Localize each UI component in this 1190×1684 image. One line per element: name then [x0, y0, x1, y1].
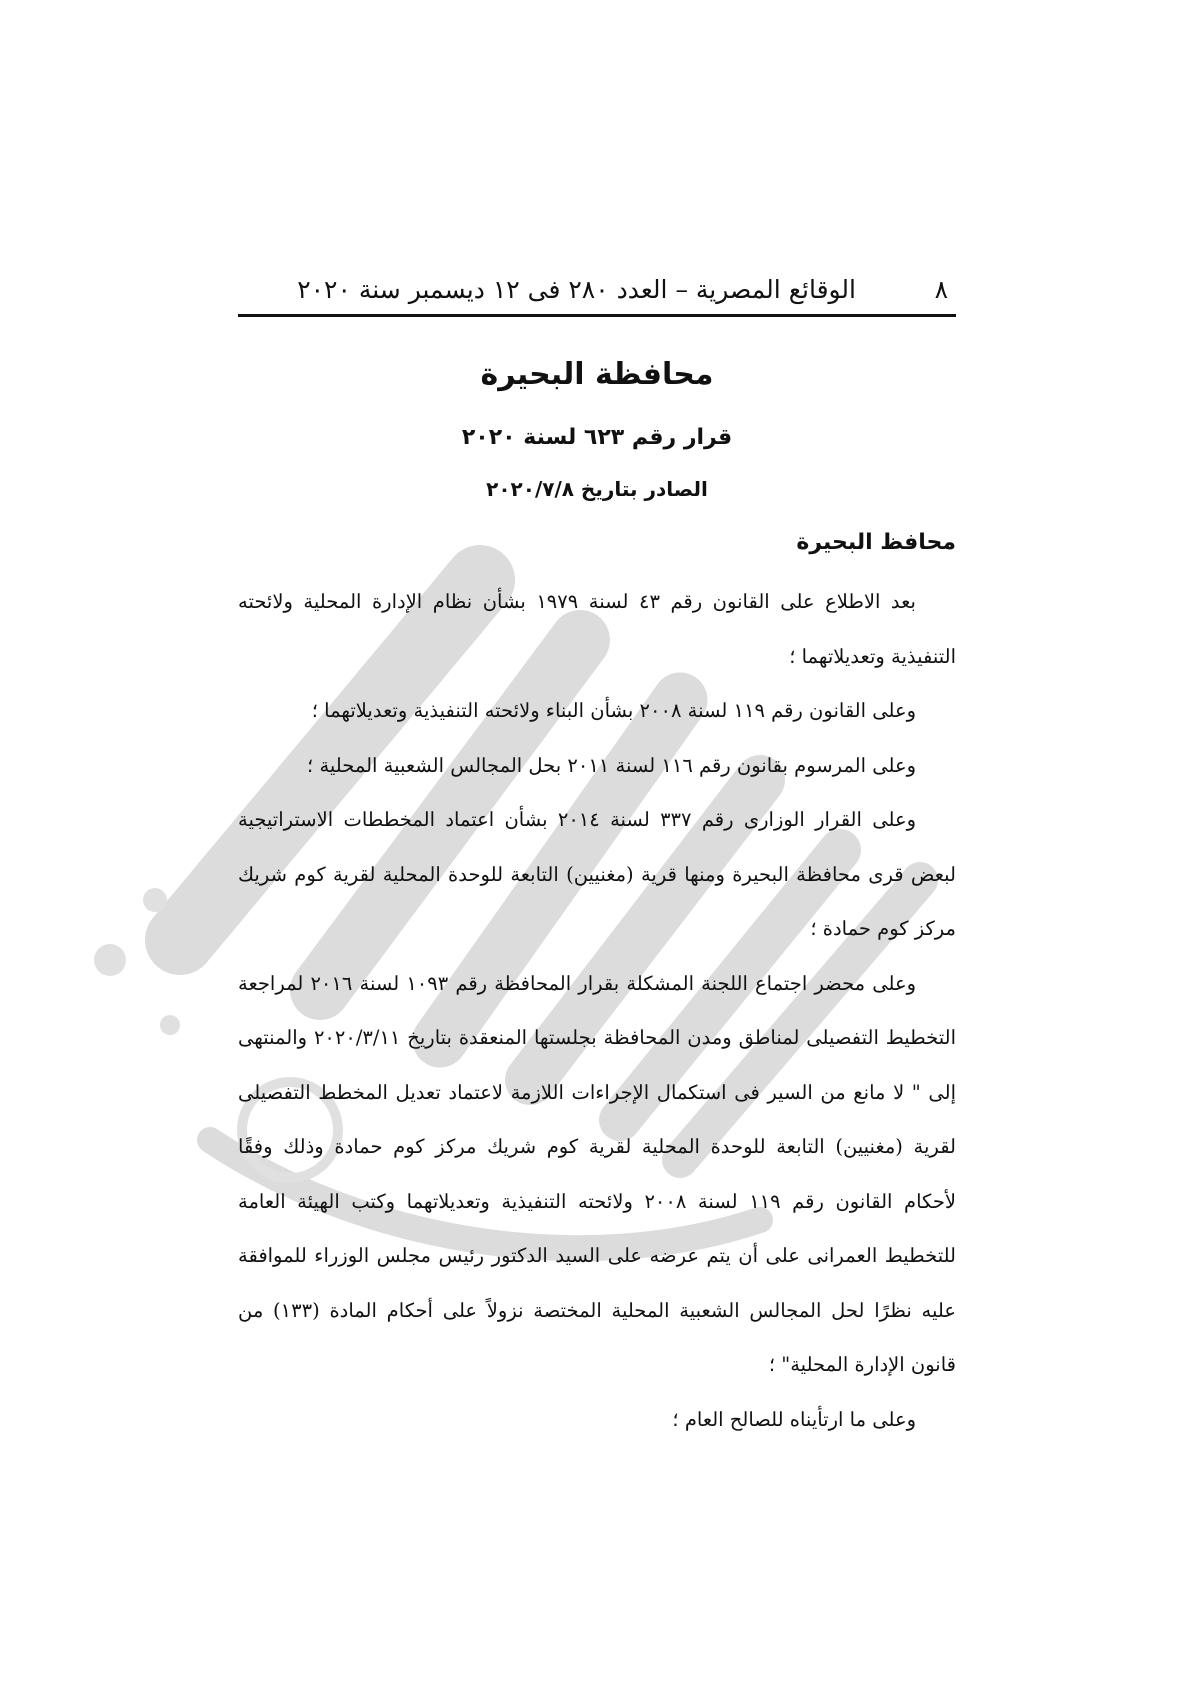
- governorate-title: محافظة البحيرة: [480, 357, 714, 392]
- preamble-paragraph: وعلى محضر اجتماع اللجنة المشكلة بقرار المحافظة رقم ١٠٩٣ لسنة ٢٠١٦ لمراجعة التخطيط التفصيلى لمناطق ومدن المحافظة بجلستها المنعقدة بتاريخ ٢٠٢٠/٣/١١ والمنتهى إلى " لا مانع من السير فى استكمال الإجراءات اللازمة لاعتماد تعديل المخطط التفصيلى لقرية (مغنيين) التابعة للوحدة المحلية لقرية كوم شريك مركز كوم حمادة وذلك وفقًا لأحكام القانون رقم ١١٩ لسنة ٢٠٠٨ ولائحته التنفيذية وتعديلاتهما وكتب الهيئة العامة للتخطيط العمرانى على أن يتم عرضه على السيد الدكتور رئيس مجلس الوزراء للموافقة عليه نظرًا لحل المجالس الشعبية المحلية المختصة نزولاً على أحكام المادة (١٣٣) من قانون الإدارة المحلية" ؛: [238, 971, 956, 1376]
- running-header: [238, 270, 956, 317]
- preamble-paragraph: وعلى القرار الوزارى رقم ٣٣٧ لسنة ٢٠١٤ بشأن اعتماد المخططات الاستراتيجية لبعض قرى محافظة البحيرة ومنها قرية (مغنيين) التابعة للوحدة المحلية لقرية كوم شريك مركز كوم حمادة ؛: [238, 808, 956, 940]
- issuer-heading: محافظ البحيرة: [796, 530, 956, 555]
- preamble-paragraph: وعلى ما ارتأيناه للصالح العام ؛: [672, 1407, 916, 1431]
- running-title: الوقائع المصرية – العدد ٢٨٠ فى ١٢ ديسمبر سنة ٢٠٢٠: [297, 275, 856, 304]
- issue-date: الصادر بتاريخ ٢٠٢٠/٧/٨: [486, 477, 708, 501]
- preamble-paragraph: وعلى القانون رقم ١١٩ لسنة ٢٠٠٨ بشأن البناء ولائحته التنفيذية وتعديلاتهما ؛: [311, 699, 916, 722]
- page-number: ٨: [934, 275, 948, 304]
- preamble-paragraph: بعد الاطلاع على القانون رقم ٤٣ لسنة ١٩٧٩ بشأن نظام الإدارة المحلية ولائحته التنفيذية وتعديلاتهما ؛: [238, 590, 956, 668]
- preamble-paragraph: وعلى المرسوم بقانون رقم ١١٦ لسنة ٢٠١١ بحل المجالس الشعبية المحلية ؛: [307, 753, 916, 777]
- decree-number: قرار رقم ٦٢٣ لسنة ٢٠٢٠: [461, 425, 733, 450]
- decree-body: [238, 575, 956, 1447]
